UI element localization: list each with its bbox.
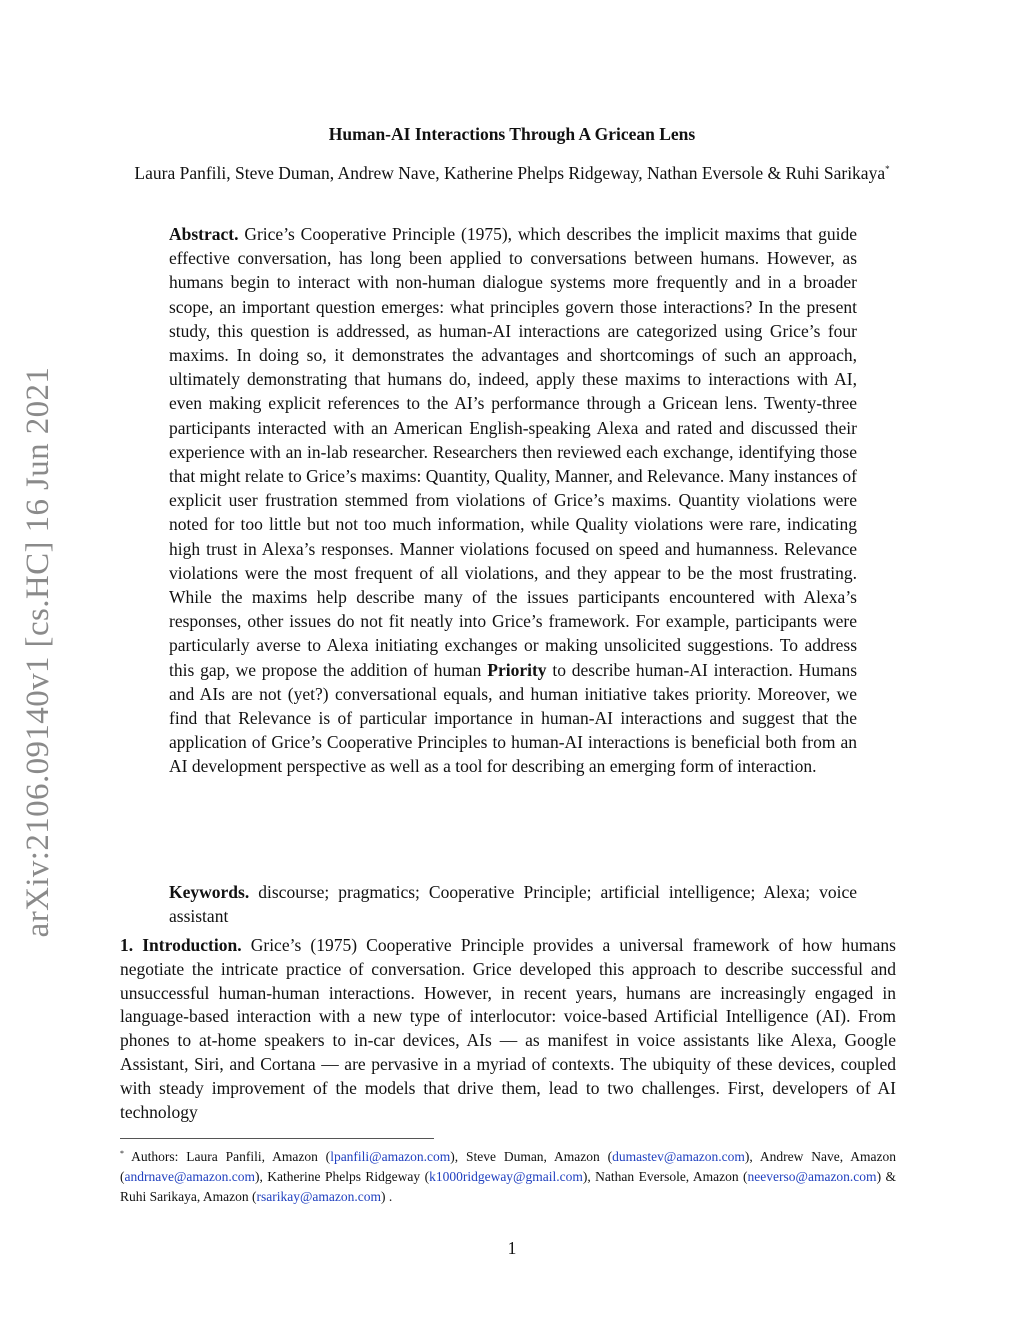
footnote-text: ) & Ruhi Sarikaya, Amazon ( (120, 1168, 896, 1204)
footnote-text: ), Katherine Phelps Ridgeway ( (255, 1168, 430, 1184)
abstract-text-part-1: Grice’s Cooperative Principle (1975), which describes the implicit maxims that guide effective conversation, has long been applied to conversations between humans. However, as humans begin to interact with non-human dialogue systems more frequently and in a broader scope, an important question emerges: what principles govern those interactions? In the present study, this question is addressed, as human-AI interactions are categorized using Grice’s four maxims. In doing so, it demonstrates the advantages and shortcomings of such an approach, ultimately demonstrating that humans do, indeed, apply these maxims to interactions with AI, even making explicit references to the AI’s performance through a Gricean lens. Twenty-three participants interacted with an American English-speaking Alexa and rated and discussed their experience with an in-lab researcher. Researchers then reviewed each exchange, identifying those that might relate to Grice’s maxims: Quantity, Quality, Manner, and Relevance. Many instances of explicit user frustration stemmed from violations of Grice’s maxims. Quantity violations were noted for too little but not too much information, while Quality violations were rare, indicating high trust in Alexa’s responses. Manner violations focused on speed and humanness. Relevance violations were the most frequent of all violations, and they appear to be the most frustrating. While the maxims help describe many of the issues participants encountered with Alexa’s responses, other issues do not fit neatly into Grice’s framework. For example, participants were particularly averse to Alexa initiating exchanges or making unsolicited suggestions. To address this gap, we propose the addition of human (169, 224, 858, 680)
keywords (169, 880, 857, 928)
priority-term: Priority (487, 659, 547, 680)
author-footnote-mark[interactable]: * (885, 164, 890, 174)
paper-title: Human-AI Interactions Through A Gricean Lens (328, 124, 696, 144)
footnote-text: ), Steve Duman, Amazon ( (450, 1149, 613, 1164)
footnote (120, 1144, 896, 1206)
email-link-andrnave[interactable]: andrnave@amazon.com (124, 1168, 255, 1184)
keywords-text: discourse; pragmatics; Cooperative Principle; artificial intelligence; Alexa; voice assistant (169, 882, 857, 927)
email-link-neeverso[interactable]: neeverso@amazon.com (747, 1168, 877, 1184)
email-link-dumastev[interactable]: dumastev@amazon.com (612, 1149, 745, 1164)
keywords-label: Keywords. (169, 882, 250, 902)
author-list (112, 157, 912, 185)
footnote-divider (120, 1138, 434, 1139)
email-link-rsarikay[interactable]: rsarikay@amazon.com (256, 1188, 381, 1204)
email-link-lpanfili[interactable]: lpanfili@amazon.com (330, 1149, 451, 1164)
author-names: Laura Panfili, Steve Duman, Andrew Nave, Katherine Phelps Ridgeway, Nathan Eversole & Ruhi Sarikaya (134, 163, 886, 183)
introduction-text: Grice’s (1975) Cooperative Principle provides a universal framework of how humans negotiate the intricate practice of conversation. Grice developed this approach to describe successful and unsuccessful human-human interactions. However, in recent years, humans are increasingly engaged in language-based interaction with a new type of interlocutor: voice-based Artificial Intelligence (AI). From phones to at-home speakers to in-car devices, AIs — as manifest in voice assistants like Alexa, Google Assistant, Siri, and Cortana — are pervasive in a myriad of contexts. The ubiquity of these devices, coupled with steady improvement of the models that drive them, lead to two challenges. First, developers of AI technology (120, 935, 896, 1122)
footnote-text: ), Andrew Nave, Amazon ( (120, 1149, 896, 1184)
footnote-text: Authors: Laura Panfili, Amazon ( (131, 1149, 331, 1164)
introduction-section (120, 934, 896, 1124)
arxiv-identifier: arXiv:2106.09140v1 [cs.HC] 16 Jun 2021 (20, 366, 56, 938)
abstract (169, 222, 857, 779)
footnote-text: ) . (381, 1188, 393, 1204)
abstract-label: Abstract. (169, 224, 239, 244)
email-link-k1000ridgeway[interactable]: k1000ridgeway@gmail.com (429, 1168, 583, 1184)
page-number: 1 (507, 1238, 517, 1258)
abstract-text-part-2: to describe human-AI interaction. Humans and AIs are not (yet?) conversational equals, and human initiative takes priority. Moreover, we find that Relevance is of particular importance in human-AI interactions and suggest that the application of Grice’s Cooperative Principles to human-AI interactions is beneficial both from an AI development perspective as well as a tool for describing an emerging form of interaction. (169, 659, 858, 777)
footnote-mark: * (120, 1149, 124, 1158)
section-heading: 1. Introduction. (120, 935, 242, 955)
footnote-text: ), Nathan Eversole, Amazon ( (582, 1168, 748, 1184)
